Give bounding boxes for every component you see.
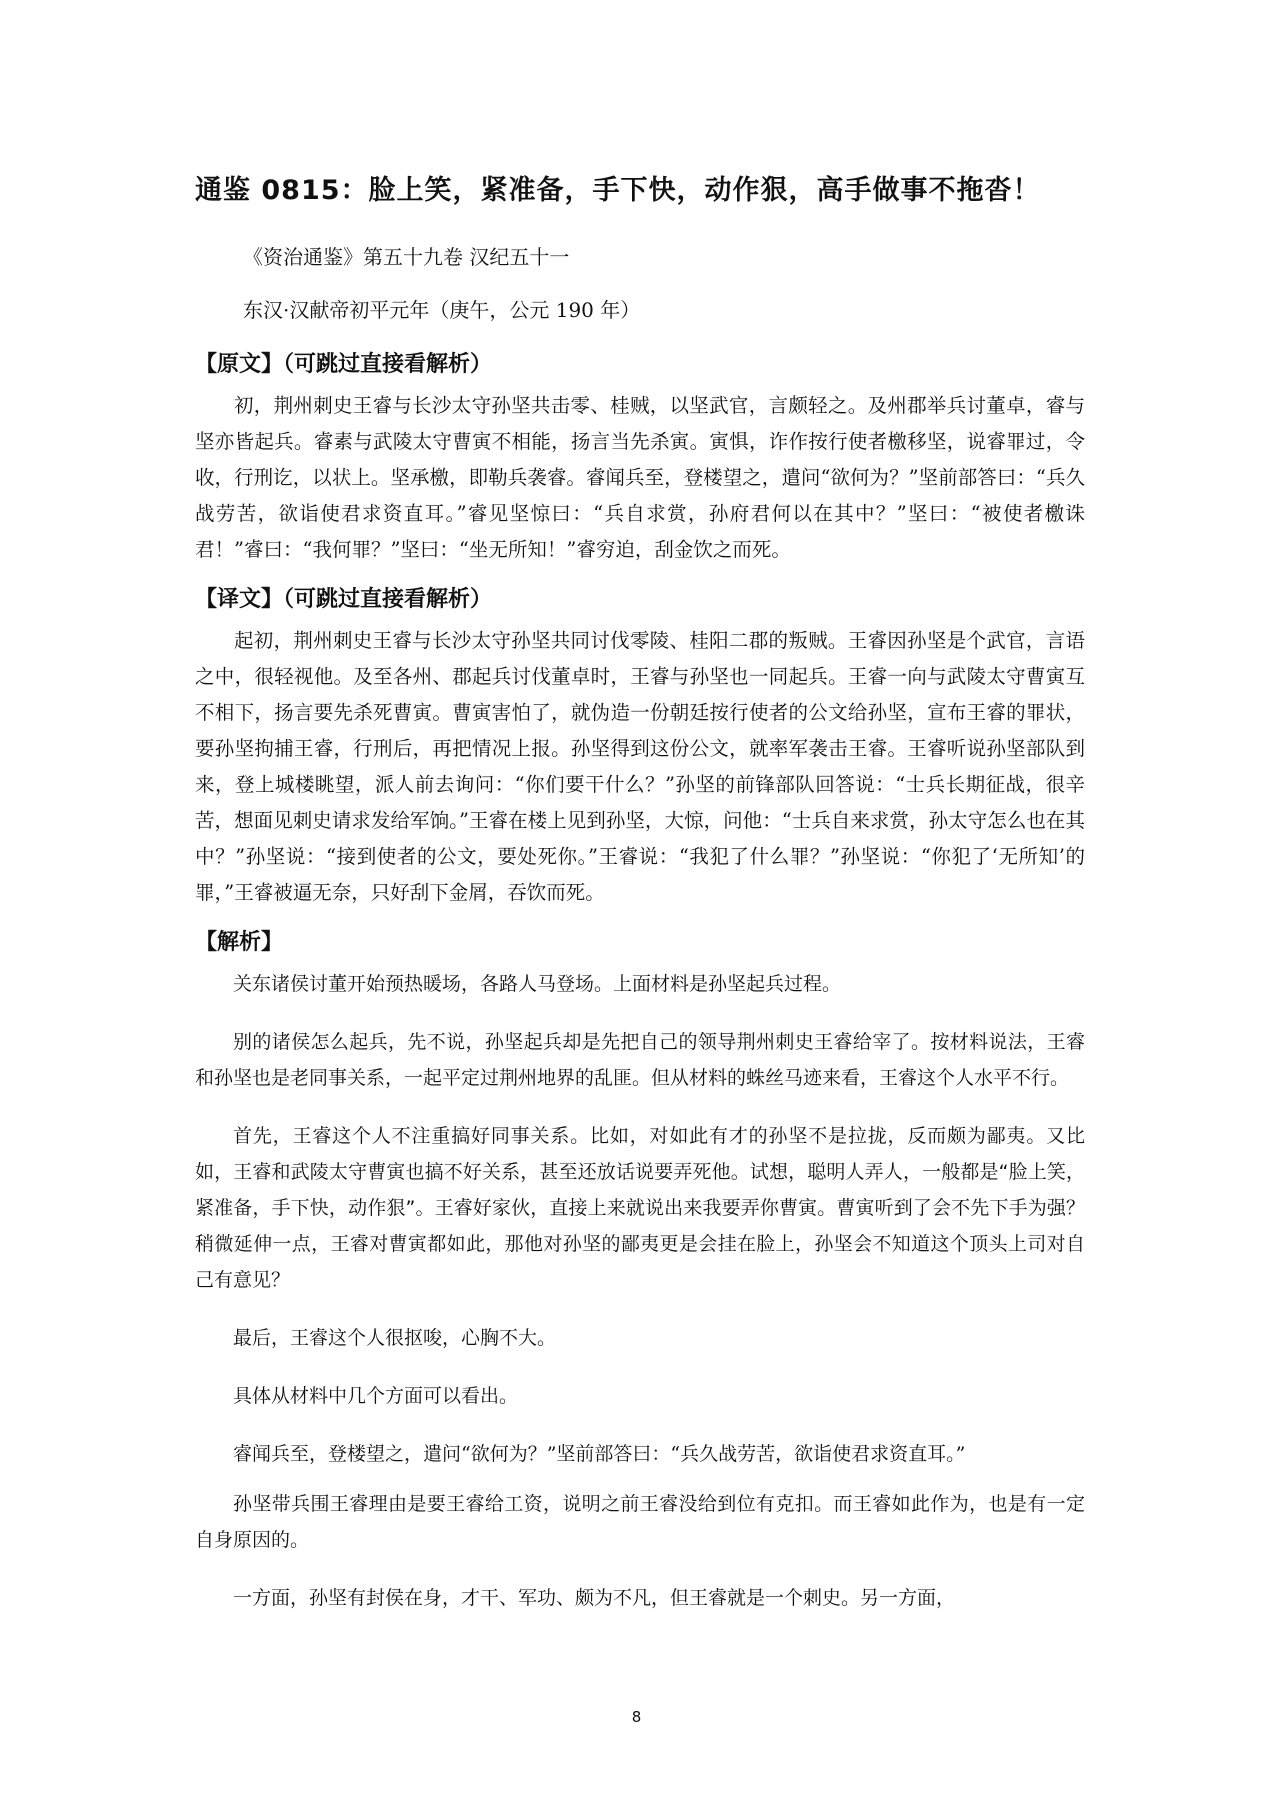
section-heading-original: 【原文】（可跳过直接看解析） (195, 352, 493, 377)
section-heading-translation: 【译文】（可跳过直接看解析） (195, 587, 493, 612)
era-line: 东汉·汉献帝初平元年（庚午，公元 190 年） (243, 298, 641, 322)
source-line: 《资治通鉴》第五十九卷 汉纪五十一 (243, 245, 570, 269)
translation-text: 起初，荆州刺史王睿与长沙太守孙坚共同讨伐零陵、桂阳二郡的叛贼。王睿因孙坚是个武官，言语之中，很轻视他。及至各州、郡起兵讨伐董卓时，王睿与孙坚也一同起兵。王睿一向与武陵太守曹寅互不相下，扬言要先杀死曹寅。曹寅害怕了，就伪造一份朝廷按行使者的公文给孙坚，宣布王睿的罪状，要孙坚拘捕王睿，行刑后，再把情况上报。孙坚得到这份公文，就率军袭击王睿。王睿听说孙坚部队到来，登上城楼眺望，派人前去询问：“你们要干什么？”孙坚的前锋部队回答说：“士兵长期征战，很辛苦，想面见刺史请求发给军饷。”王睿在楼上见到孙坚，大惊，问他：“士兵自来求赏，孙太守怎么也在其中？”孙坚说：“接到使者的公文，要处死你。”王睿说：“我犯了什么罪？”孙坚说：“你犯了‘无所知’的罪，”王睿被逼无奈，只好刮下金屑，吞饮而死。 (195, 629, 1085, 904)
analysis-paragraph: 一方面，孙坚有封侯在身，才干、军功、颇为不凡，但王睿就是一个刺史。另一方面， (233, 1587, 956, 1609)
analysis-paragraph: 关东诸侯讨董开始预热暖场，各路人马登场。上面材料是孙坚起兵过程。 (233, 973, 842, 995)
analysis-paragraph: 首先，王睿这个人不注重搞好同事关系。比如，对如此有才的孙坚不是拉拢，反而颇为鄙夷。又比如，王睿和武陵太守曹寅也搞不好关系，甚至还放话说要弄死他。试想，聪明人弄人，一般都是“脸上笑，紧准备，手下快，动作狠”。王睿好家伙，直接上来就说出来我要弄你曹寅。曹寅听到了会不先下手为强？稍微延伸一点，王睿对曹寅都如此，那他对孙坚的鄙夷更是会挂在脸上，孙坚会不知道这个顶头上司对自己有意见？ (195, 1125, 1085, 1291)
analysis-paragraph: 孙坚带兵围王睿理由是要王睿给工资，说明之前王睿没给到位有克扣。而王睿如此作为，也是有一定自身原因的。 (195, 1493, 1085, 1551)
analysis-paragraph: 别的诸侯怎么起兵，先不说，孙坚起兵却是先把自己的领导荆州刺史王睿给宰了。按材料说法，王睿和孙坚也是老同事关系，一起平定过荆州地界的乱匪。但从材料的蛛丝马迹来看，王睿这个人水平不行。 (195, 1031, 1085, 1089)
page-number: 8 (631, 1708, 642, 1726)
document-title: 通鉴 0815：脸上笑，紧准备，手下快，动作狠，高手做事不拖沓！ (195, 175, 1041, 206)
analysis-paragraph: 最后，王睿这个人很抠唆，心胸不大。 (233, 1327, 557, 1349)
original-text: 初，荆州刺史王睿与长沙太守孙坚共击零、桂贼，以坚武官，言颇轻之。及州郡举兵讨董卓，睿与坚亦皆起兵。睿素与武陵太守曹寅不相能，扬言当先杀寅。寅惧，诈作按行使者檄移坚，说睿罪过，令收，行刑讫，以状上。坚承檄，即勒兵袭睿。睿闻兵至，登楼望之，遣问“欲何为？”坚前部答曰：“兵久战劳苦，欲诣使君求资直耳。”睿见坚惊曰：“兵自求赏，孙府君何以在其中？”坚曰：“被使者檄诛君！”睿曰：“我何罪？”坚曰：“坐无所知！”睿穷迫，刮金饮之而死。 (195, 394, 1085, 561)
document-page (195, 168, 1085, 1638)
section-heading-analysis: 【解析】 (195, 930, 284, 955)
analysis-paragraph: 具体从材料中几个方面可以看出。 (233, 1385, 519, 1407)
analysis-quote: 睿闻兵至，登楼望之，遣问“欲何为？”坚前部答曰：“兵久战劳苦，欲诣使君求资直耳。” (233, 1443, 966, 1465)
